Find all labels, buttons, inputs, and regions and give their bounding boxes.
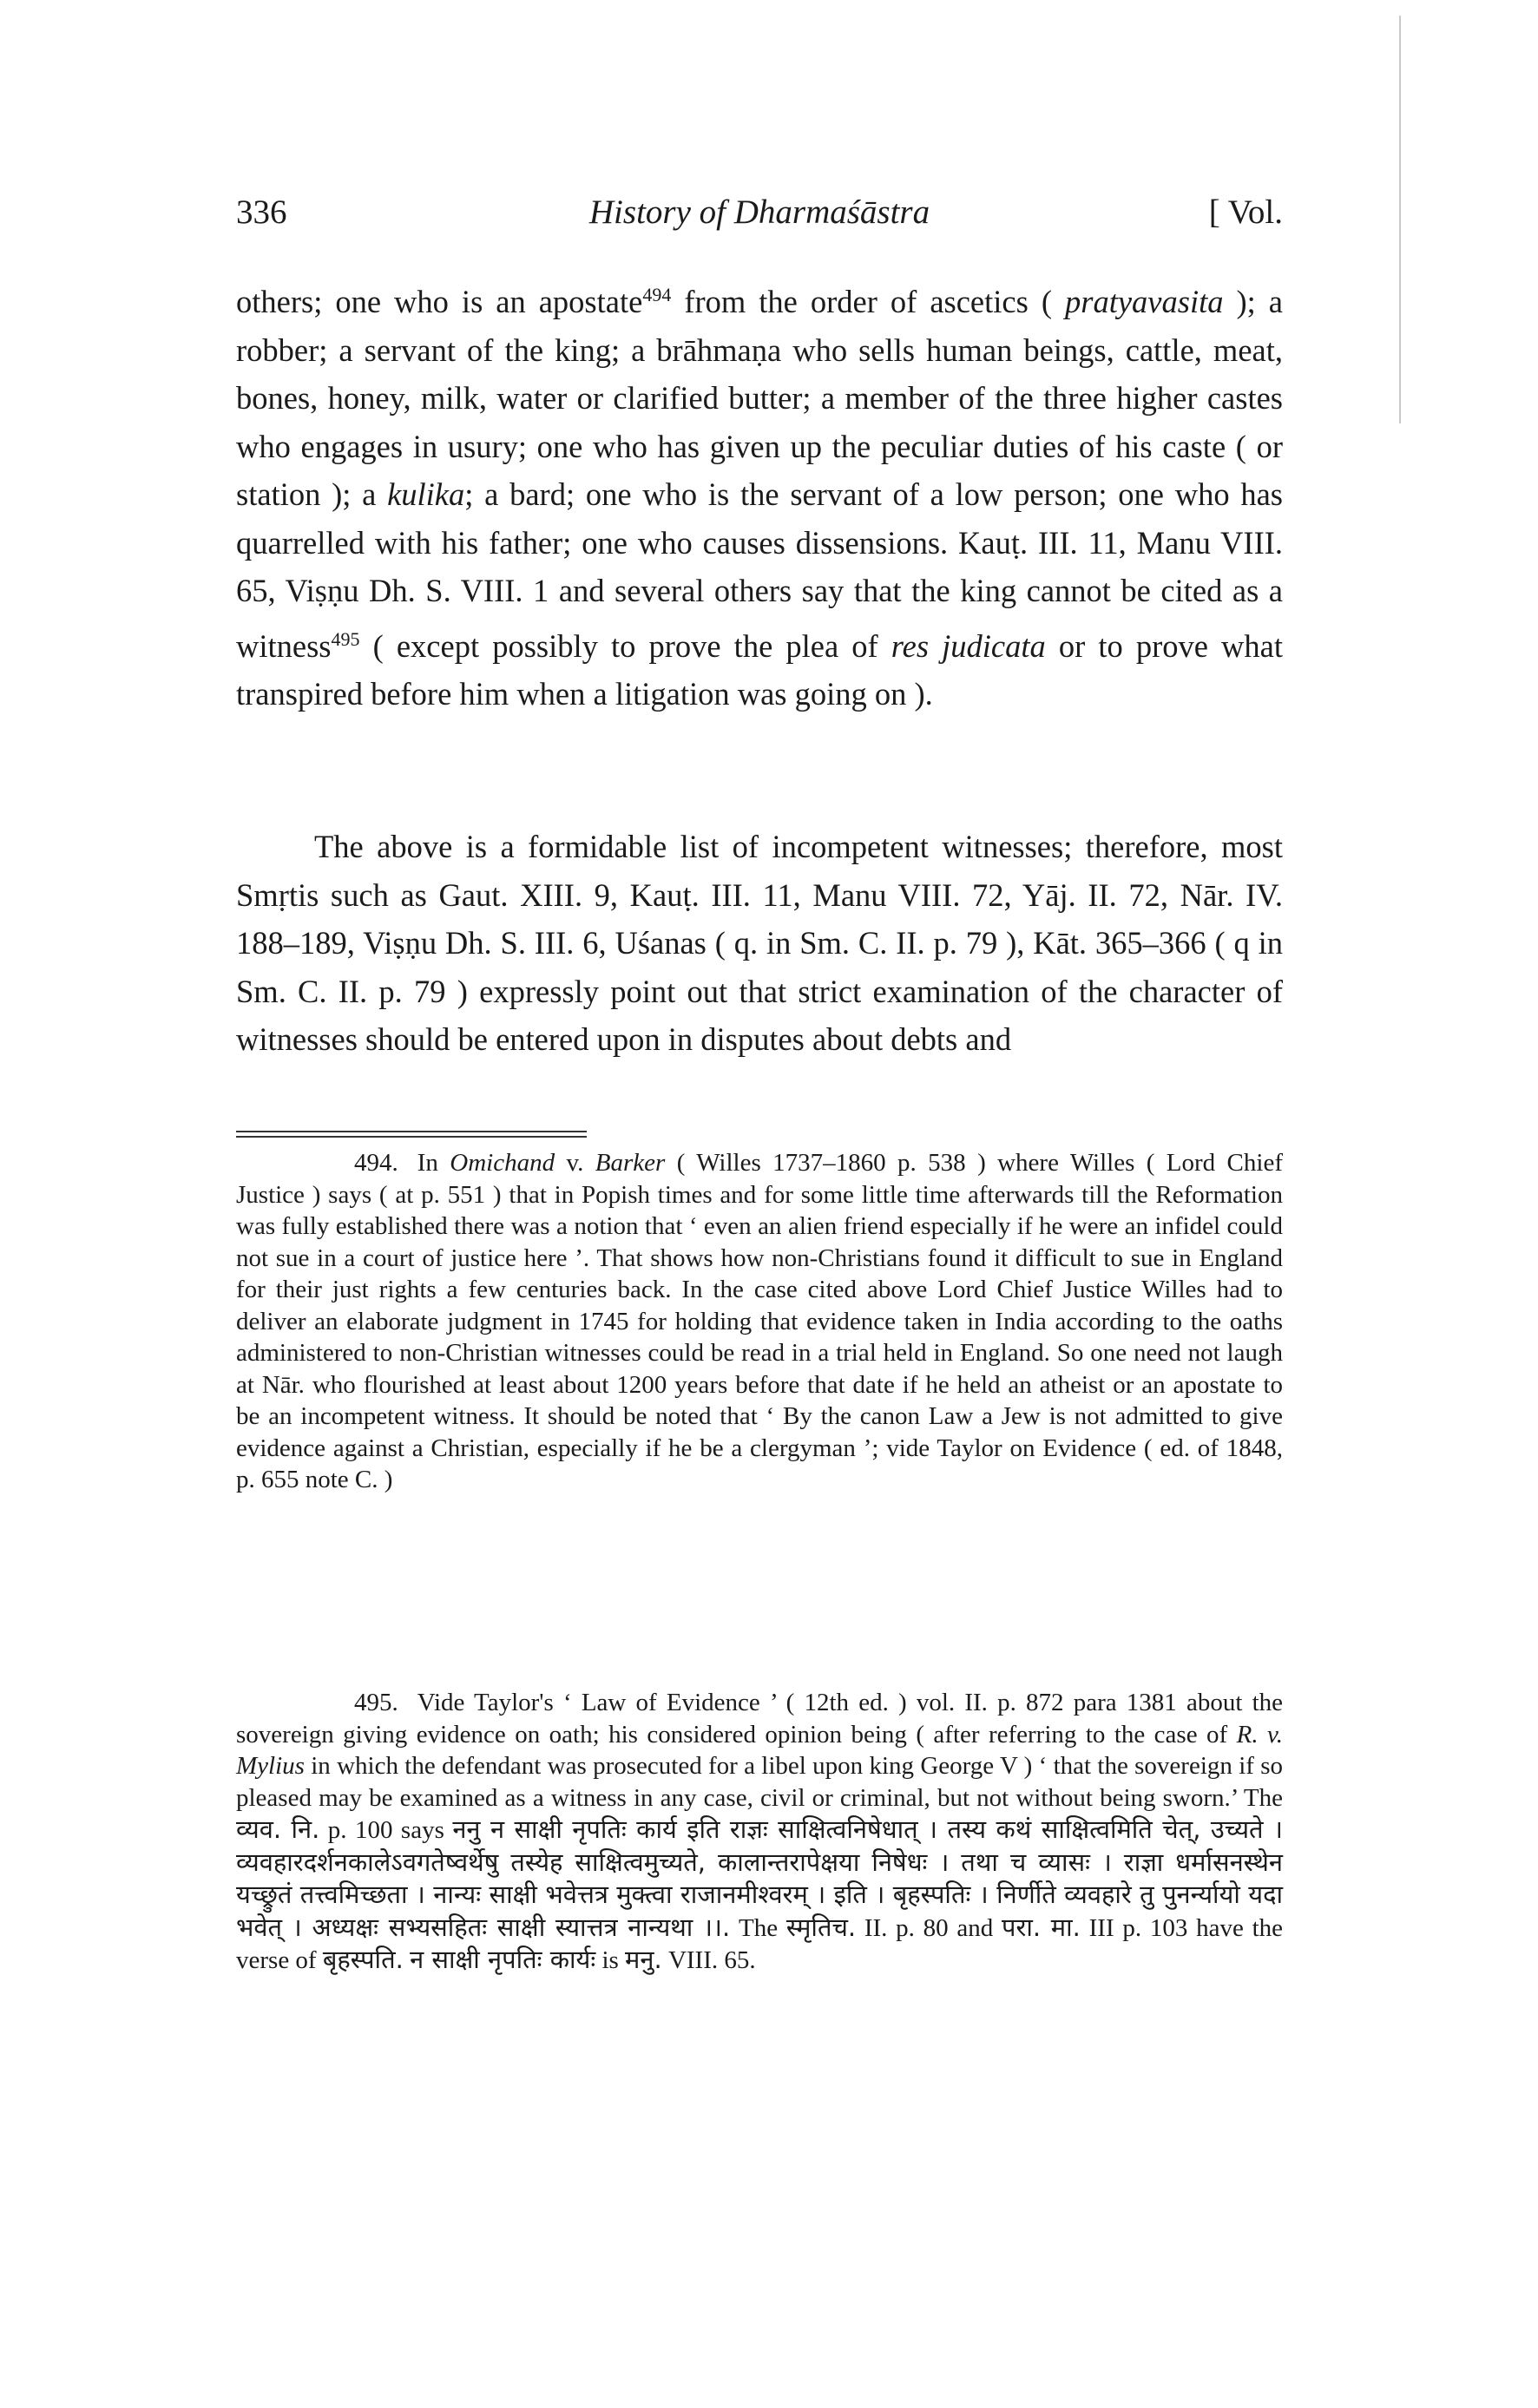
- footnote-ref-495: 495: [331, 627, 360, 650]
- term-pratyavasita: pratyavasita: [1065, 284, 1224, 320]
- sanskrit-quotation: ननु न साक्षी नृपतिः कार्य इति राज्ञः साक्षित्वनिषेधात् । तस्य कथं साक्षित्वमिति चेत्, उच्यते । व्यवहारदर्शनकालेऽवगतेष्वर्थेषु तस्येह साक्षित्वमुच्यते, कालान्तरापेक्षया निषेधः । तथा च व्यासः । राज्ञा धर्मासनस्थेन यच्छ्रुतं तत्त्वमिच्छता । नान्यः साक्षी भवेत्तत्र मुक्त्वा राजानमीश्वरम् । इति । बृहस्पतिः । निर्णीते व्यवहारे तु पुनर्न्यायो यदा भवेत् । अध्यक्षः सभ्यसहितः साक्षी स्यात्तत्र नान्यथा ।।.: [236, 1814, 1283, 1942]
- sanskrit-parasara-madhaviya: परा. मा.: [1002, 1912, 1081, 1942]
- p1-text-d: ; a bard; one who is the servant of a low person; one who has quarrelled with his father; one who causes dissensions. Kauṭ. III. 11, Manu VIII. 65, Viṣṇu Dh. S. VIII. 1 and several others say that the king cannot be cited as a witness: [236, 476, 1283, 664]
- footnote-ref-494: 494: [642, 284, 672, 305]
- footnote-rule: [236, 1131, 587, 1132]
- footnote-rule-lower: [236, 1136, 587, 1138]
- sanskrit-manu: मनु.: [625, 1945, 662, 1974]
- body-paragraph-1: [236, 271, 1283, 718]
- running-title: History of Dharmaśāstra: [588, 194, 930, 231]
- fn495-text-5: II. p. 80 and: [856, 1913, 1002, 1942]
- body-paragraph-2: The above is a formidable list of incompetent witnesses; therefore, most Smṛtis such as Gaut. XIII. 9, Kauṭ. III. 11, Manu VIII. 72, Yāj. II. 72, Nār. IV. 188–189, Viṣṇu Dh. S. III. 6, Uśanas ( q. in Sm. C. II. p. 79 ), Kāt. 365–366 ( q in Sm. C. II. p. 79 ) expressly point out that strict examination of the character of witnesses should be entered upon in disputes about debts and: [236, 829, 1283, 1057]
- p1-text-f: or to prove what transpired before him when a litigation was going on ).: [236, 627, 1283, 712]
- footnote-495-number: 495.: [354, 1689, 398, 1716]
- fn494-text-1: In: [417, 1149, 450, 1177]
- page-edge-line: [1399, 16, 1401, 423]
- sanskrit-verse: न साक्षी नृपतिः कार्यः: [410, 1945, 596, 1974]
- fn495-text-4: The: [730, 1913, 786, 1942]
- footnote-494-number: 494.: [354, 1149, 398, 1177]
- sanskrit-brhaspati: बृहस्पति.: [322, 1945, 404, 1974]
- fn494-text-2: v.: [555, 1149, 595, 1177]
- running-header: [236, 193, 1283, 245]
- fn495-text-1: Vide Taylor's ‘ Law of Evidence ’ ( 12th ed. ) vol. II. p. 872 para 1381 about the sovereign giving evidence on oath; his considered opinion being ( after referring to the case of: [236, 1689, 1283, 1749]
- case-name-mylius: R. v. Mylius: [236, 1720, 1283, 1780]
- fn495-text-2: in which the defendant was prosecuted for a libel upon king George V ) ‘ that the sovereign if so pleased may be examined as a witness in any case, civil or criminal, but not without being sworn.’ The: [236, 1752, 1283, 1812]
- fn495-text-7: [404, 1946, 410, 1974]
- sanskrit-vyavahara-nirnaya: व्यव. नि.: [236, 1814, 320, 1844]
- fn495-text-3: p. 100 says: [319, 1816, 453, 1844]
- footnote-494: [236, 1147, 1283, 1496]
- sanskrit-smrticandrika: स्मृतिच.: [785, 1912, 857, 1942]
- case-name-barker: Barker: [595, 1149, 666, 1177]
- fn494-text-3: ( Willes 1737–1860 p. 538 ) where Willes ( Lord Chief Justice ) says ( at p. 551 ) that in Popish times and for some little time afterwards till the Reformation was fully established there was a notion that ‘ even an alien friend especially if he were an infidel could not sue in a court of justice here ’. That shows how non-Christians found it difficult to sue in England for their just rights a few centuries back. In the case cited above Lord Chief Justice Willes had to deliver an elaborate judgment in 1745 for holding that evidence taken in India according to the oaths administered to non-Christian witnesses could be read in a trial held in England. So one need not laugh at Nār. who flourished at least about 1200 years before that date if he held an atheist or an apostate to be an incompetent witness. It should be noted that ‘ By the canon Law a Jew is not admitted to give evidence against a Christian, especially if he be a clergyman ’; vide Taylor on Evidence ( ed. of 1848, p. 655 note C. ): [236, 1149, 1283, 1493]
- term-kulika: kulika: [387, 476, 465, 513]
- fn495-text-8: is: [595, 1946, 626, 1974]
- p1-text-e: ( except possibly to prove the plea of: [359, 627, 891, 664]
- term-res-judicata: res judicata: [891, 627, 1046, 664]
- volume-marker: [ Vol.: [1208, 194, 1283, 231]
- footnote-495: [236, 1687, 1283, 1977]
- case-name-omichand: Omichand: [450, 1149, 555, 1177]
- p1-text-a: others; one who is an apostate: [236, 284, 643, 320]
- p1-text-b: from the order of ascetics (: [671, 284, 1065, 320]
- fn495-text-6: III p. 103 have the verse of: [236, 1913, 1283, 1974]
- p1-text-c: ); a robber; a servant of the king; a brāhmaṇa who sells human beings, cattle, meat, bones, honey, milk, water or clarified butter; a member of the three higher castes who engages in usury; one who has given up the peculiar duties of his caste ( or station ); a: [236, 284, 1283, 513]
- page-number: 336: [236, 194, 287, 231]
- fn495-text-9: VIII. 65.: [661, 1946, 756, 1974]
